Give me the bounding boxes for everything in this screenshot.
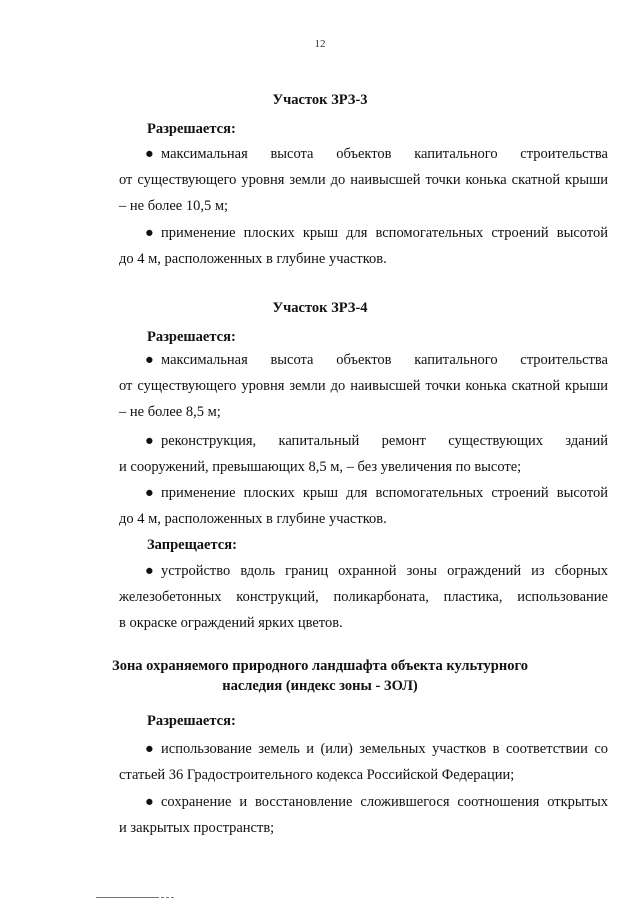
bullet-line: ● максимальная высота объектов капитального строительства	[119, 141, 608, 167]
section-title-zrz3: Участок ЗРЗ-3	[272, 92, 368, 108]
text-line: до 4 м, расположенных в глубине участков.	[119, 251, 387, 267]
section-title-zrz4: Участок ЗРЗ-4	[272, 300, 368, 316]
text-line: от существующего уровня земли до наивысшей точки конька скатной крыши	[119, 378, 608, 394]
bullet-line: ● реконструкция, капитальный ремонт существующих зданий	[119, 428, 608, 454]
bullet-line: ● максимальная высота объектов капитального строительства	[119, 347, 608, 373]
bullet-icon: ●	[145, 563, 154, 579]
bullet-item	[119, 789, 608, 841]
bullet-icon: ●	[145, 146, 154, 162]
page-number: 12	[314, 38, 326, 50]
bullet-icon: ●	[145, 433, 154, 449]
text-line: – не более 8,5 м;	[119, 404, 221, 420]
bullet-icon: ●	[145, 741, 154, 757]
bullet-item	[119, 220, 608, 272]
zone-title-line: наследия (индекс зоны - ЗОЛ)	[222, 678, 418, 694]
bullet-item	[119, 141, 608, 219]
bullet-icon: ●	[145, 794, 154, 810]
bullet-item	[119, 558, 608, 636]
bullet-icon: ●	[145, 352, 154, 368]
zone-title-line: Зона охраняемого природного ландшафта объекта культурного	[112, 658, 528, 674]
bullet-line: ● применение плоских крыш для вспомогательных строений высотой	[119, 480, 608, 506]
text-line: до 4 м, расположенных в глубине участков.	[119, 511, 387, 527]
allowed-heading: Разрешается:	[147, 329, 236, 345]
bullet-item	[119, 428, 608, 480]
bullet-line: ● сохранение и восстановление сложившегося соотношения открытых	[119, 789, 608, 815]
text-line: в окраске ограждений ярких цветов.	[119, 615, 343, 631]
bullet-line: ● применение плоских крыш для вспомогательных строений высотой	[119, 220, 608, 246]
bullet-item	[119, 347, 608, 425]
allowed-heading: Разрешается:	[147, 121, 236, 137]
allowed-heading: Разрешается:	[147, 713, 236, 729]
text-line: – не более 10,5 м;	[119, 198, 229, 214]
text-line: статьей 36 Градостроительного кодекса Российской Федерации;	[119, 767, 515, 783]
text-line: и закрытых пространств;	[119, 820, 275, 836]
bottom-rule	[96, 897, 156, 898]
bullet-item	[119, 480, 608, 532]
text-line: от существующего уровня земли до наивысшей точки конька скатной крыши	[119, 172, 608, 188]
bottom-rule-dashed	[156, 897, 174, 898]
text-line: и сооружений, превышающих 8,5 м, – без увеличения по высоте;	[119, 459, 522, 475]
forbidden-heading: Запрещается:	[147, 537, 237, 553]
bullet-icon: ●	[145, 225, 154, 241]
zone-title-zol	[100, 656, 540, 696]
text-line: железобетонных конструкций, поликарбоната, пластика, использование	[119, 589, 608, 605]
bullet-icon: ●	[145, 485, 154, 501]
bullet-item	[119, 736, 608, 788]
bullet-line: ● использование земель и (или) земельных участков в соответствии со	[119, 736, 608, 762]
bullet-line: ● устройство вдоль границ охранной зоны ограждений из сборных	[119, 558, 608, 584]
